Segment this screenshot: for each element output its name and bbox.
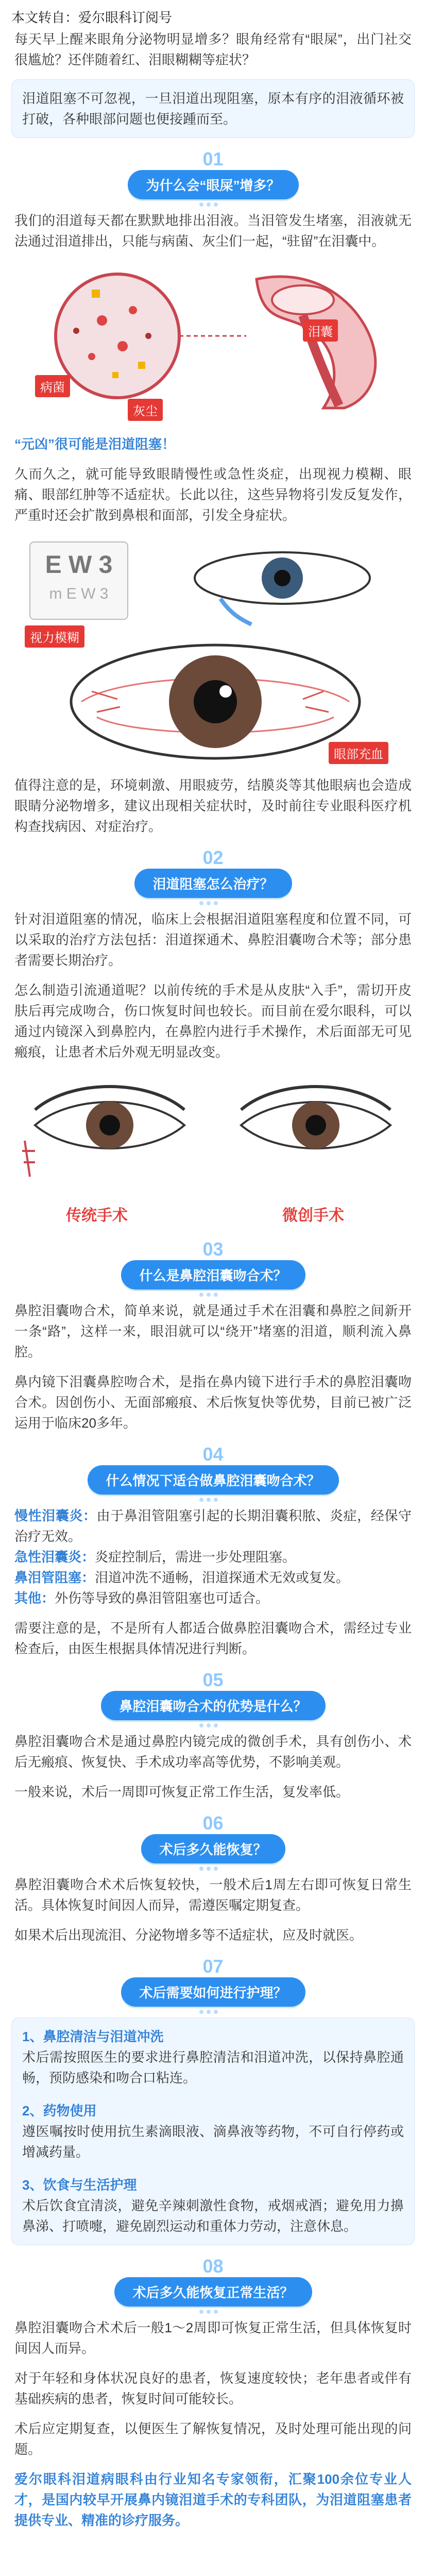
- symptoms-svg: [14, 537, 412, 764]
- s1-paragraph-3: 值得注意的是，环境刺激、用眼疲劳，结膜炎等其他眼病也会造成眼睛分泌物增多，建议出现相关症状时，及时前往专业眼科医疗机构查找病因、对症治疗。: [14, 777, 412, 834]
- s1-paragraph-1: 我们的泪道每天都在默默地排出泪液。当泪管发生堵塞，泪液就无法通过泪道排出，只能与病菌、灰尘们一起，“驻留”在泪囊中。: [14, 213, 412, 249]
- s4-item: 其他：外伤等导致的鼻泪管阻塞也可适合。: [14, 1590, 269, 1606]
- s7-item-text: 遵医嘱按时使用抗生素滴眼液、滴鼻液等药物，不可自行停药或增减药量。: [22, 2124, 404, 2160]
- section-01-header: [0, 148, 426, 210]
- s7-item-text: 术后饮食宜清淡，避免辛辣刺激性食物，戒烟戒酒；避免用力擤鼻涕、打喷嚏，避免剧烈运动和重体力劳动，注意休息。: [22, 2198, 404, 2234]
- s2-paragraph-2: 怎么制造引流通道呢？以前传统的手术是从皮肤“入手”，需切开皮肤后再完成吻合，伤口恢复时间也较长。而目前在爱尔眼科，可以通过内镜深入到鼻腔内，在鼻腔内进行手术操作，术后面部无可见瘢痕，让患者术后外观无明显改变。: [14, 982, 412, 1060]
- intro-box: [11, 79, 415, 138]
- section-06-header: [0, 1812, 426, 1874]
- s5-paragraph-1: 鼻腔泪囊吻合术是通过鼻腔内镜完成的微创手术，具有创伤小、术后无瘢痕、恢复快、手术成功率高等优势，不影响美观。: [14, 1734, 412, 1770]
- s3-paragraph-1: 鼻腔泪囊吻合术，简单来说，就是通过手术在泪囊和鼻腔之间新开一条“路”，这样一来，眼泪就可以“绕开”堵塞的泪道，顺利流入鼻腔。: [14, 1303, 412, 1360]
- section-title: 什么情况下适合做鼻腔泪囊吻合术？: [87, 1465, 338, 1495]
- s7-item-head: 1、鼻腔清洁与泪道冲洗: [22, 2029, 164, 2044]
- lacrimal-sac-illustration: [14, 259, 412, 418]
- label-blur: 视力模糊: [25, 625, 84, 648]
- s8-paragraph-4: 爱尔眼科泪道病眼科由行业知名专家领衔，汇聚100余位专业人才，是国内较早开展鼻内镜泪道手术的专科团队，为泪道阻塞患者提供专业、精准的诊疗服务。: [14, 2471, 412, 2528]
- section-number: 08: [202, 2256, 224, 2277]
- label-sac: 泪囊: [303, 319, 338, 342]
- section-dots: [198, 1495, 229, 1500]
- s1-paragraph-2: 久而久之，就可能导致眼睛慢性或急性炎症，出现视力模糊、眼痛、眼部红肿等不适症状。长此以往，这些异物将引发反复发作，严重时还会扩散到鼻根和面部，引发全身症状。: [14, 466, 412, 523]
- section-04-header: [0, 1444, 426, 1505]
- symptoms-illustration: [14, 537, 412, 764]
- surgery-comparison: [14, 1074, 412, 1228]
- section-number: 01: [202, 148, 224, 170]
- section-title: 为什么会“眼屎”增多？: [127, 170, 298, 199]
- intro-paragraph: 每天早上醒来眼角分泌物明显增多？眼角经常有“眼屎”，出门社交很尴尬？还伴随着红、泪眼糊糊等症状？: [14, 31, 412, 67]
- label-red: 眼部充血: [329, 742, 388, 764]
- s4-list: [0, 1505, 426, 1608]
- section-number: 02: [202, 847, 224, 868]
- illustration-svg: [14, 259, 412, 413]
- section-08-header: [0, 2256, 426, 2317]
- s8-paragraph-3: 术后应定期复查，以便医生了解恢复情况，及时处理可能出现的问题。: [14, 2421, 412, 2457]
- s4-item: 慢性泪囊炎：由于鼻泪管阻塞引起的长期泪囊积脓、炎症，经保守治疗无效。: [14, 1508, 412, 1544]
- label-traditional: 传统手术: [66, 1207, 128, 1224]
- section-title: 术后多久能恢复正常生活？: [114, 2277, 312, 2307]
- s8-paragraph-2: 对于年轻和身体状况良好的患者，恢复速度较快；老年患者或伴有基础疾病的患者，恢复时间可能较长。: [14, 2370, 412, 2406]
- section-03-header: [0, 1239, 426, 1300]
- section-dots: [198, 1864, 229, 1869]
- s4-item: 鼻泪管阻塞：泪道冲洗不通畅，泪道探通术无效或复发。: [14, 1570, 350, 1585]
- source-line: 本文转自：爱尔眼科订阅号: [11, 10, 173, 25]
- svg-text:E W 3: E W 3: [45, 551, 113, 579]
- section-title: 泪道阻塞怎么治疗？: [134, 869, 292, 898]
- section-title: 术后需要如何进行护理？: [121, 1977, 305, 2007]
- s7-item-head: 2、药物使用: [22, 2103, 97, 2119]
- section-dots: [198, 1290, 229, 1295]
- s2-paragraph-1: 针对泪道阻塞的情况，临床上会根据泪道阻塞程度和位置不同，可以采取的治疗方法包括：泪道探通术、鼻腔泪囊吻合术等；部分患者需要长期治疗。: [14, 911, 412, 968]
- section-dots: [198, 1721, 229, 1726]
- s4-item: 急性泪囊炎：炎症控制后，需进一步处理阻塞。: [14, 1549, 296, 1565]
- section-title: 什么是鼻腔泪囊吻合术？: [121, 1260, 305, 1290]
- comparison-svg: [14, 1074, 412, 1197]
- s6-paragraph-2: 如果术后出现流泪、分泌物增多等不适症状，应及时就医。: [14, 1927, 363, 1943]
- s5-paragraph-2: 一般来说，术后一周即可恢复正常工作生活，复发率低。: [14, 1784, 350, 1800]
- section-dots: [198, 899, 229, 904]
- s6-paragraph-1: 鼻腔泪囊吻合术术后恢复较快，一般术后1周左右即可恢复日常生活。具体恢复时间因人而异，需遵医嘱定期复查。: [14, 1877, 412, 1913]
- svg-text:m E W 3: m E W 3: [49, 585, 109, 602]
- section-number: 06: [202, 1812, 224, 1834]
- s8-paragraph-1: 鼻腔泪囊吻合术术后一般1～2周即可恢复正常生活，但具体恢复时间因人而异。: [14, 2320, 412, 2356]
- intro-box-text: 泪道阻塞不可忽视，一旦泪道出现阻塞，原本有序的泪液循环被打破，各种眼部问题也便接踵而至。: [22, 91, 404, 127]
- label-micro: 微创手术: [282, 1207, 344, 1224]
- s7-care-box: [11, 2018, 415, 2245]
- section-dots: [198, 200, 229, 205]
- section-number: 03: [202, 1239, 224, 1260]
- s4-tail: 需要注意的是，不是所有人都适合做鼻腔泪囊吻合术，需经过专业检查后，由医生根据具体情况进行判断。: [14, 1620, 412, 1656]
- s3-paragraph-2: 鼻内镜下泪囊鼻腔吻合术，是指在鼻内镜下进行手术的鼻腔泪囊吻合术。因创伤小、无面部瘢痕、术后恢复快等优势，目前已被广泛运用于临床20多年。: [14, 1374, 412, 1431]
- section-05-header: [0, 1669, 426, 1731]
- section-title: 术后多久能恢复？: [141, 1834, 285, 1863]
- label-bacteria: 病菌: [35, 375, 70, 397]
- section-07-header: [0, 1956, 426, 2018]
- section-02-header: [0, 847, 426, 909]
- s7-item-text: 术后需按照医生的要求进行鼻腔清洁和泪道冲洗，以保持鼻腔通畅，预防感染和吻合口粘连。: [22, 2049, 404, 2086]
- label-dust: 灰尘: [128, 399, 163, 421]
- section-dots: [198, 2007, 229, 2012]
- section-number: 07: [202, 1956, 224, 1977]
- section-number: 05: [202, 1669, 224, 1690]
- s7-item-head: 3、饮食与生活护理: [22, 2177, 137, 2193]
- section-title: 鼻腔泪囊吻合术的优势是什么？: [100, 1691, 325, 1720]
- s1-fun-line: “元凶”很可能是泪道阻塞！: [14, 436, 176, 452]
- section-number: 04: [202, 1444, 224, 1465]
- section-dots: [198, 2307, 229, 2312]
